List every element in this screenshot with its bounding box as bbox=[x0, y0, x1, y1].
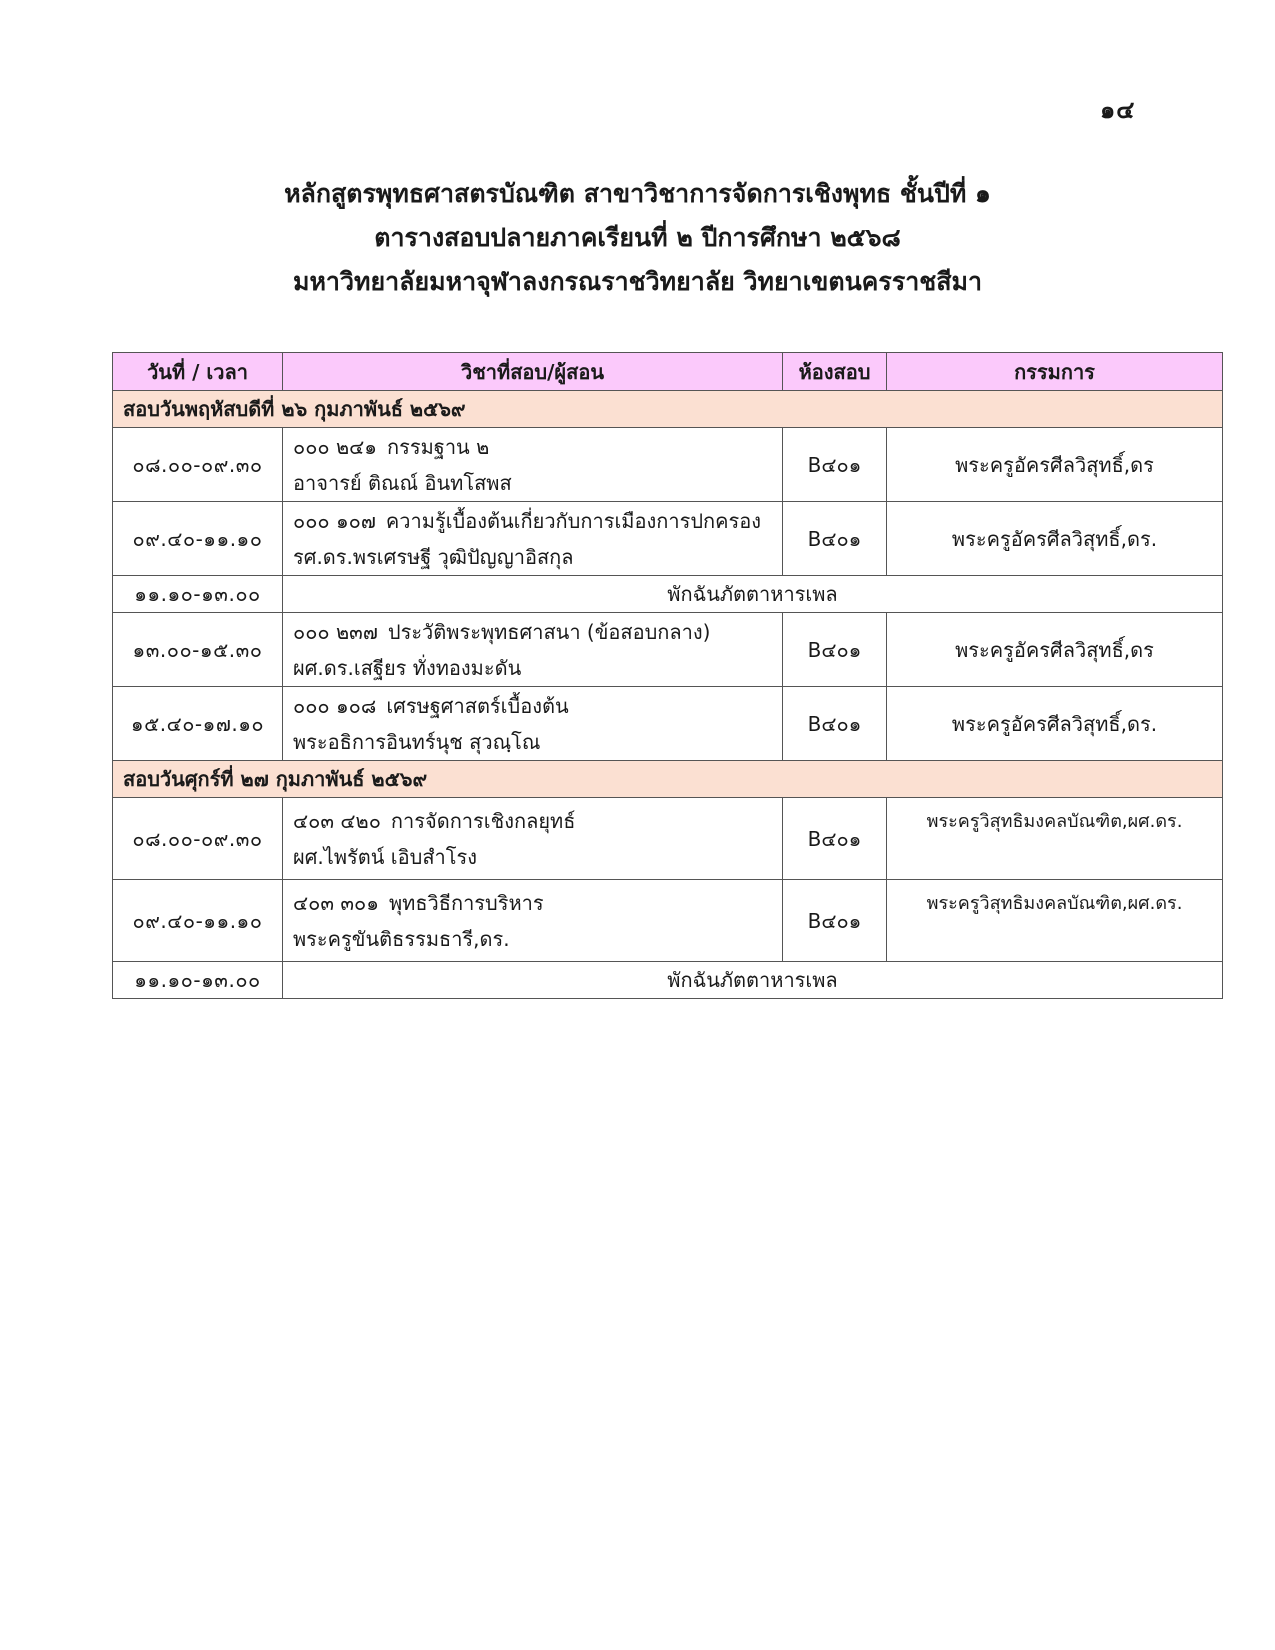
exam-time: ๐๙.๔๐-๑๑.๑๐ bbox=[113, 502, 283, 576]
document-title bbox=[0, 172, 1275, 304]
exam-time: ๑๕.๔๐-๑๗.๑๐ bbox=[113, 687, 283, 761]
exam-time: ๑๓.๐๐-๑๕.๓๐ bbox=[113, 613, 283, 687]
table-header-row bbox=[113, 353, 1223, 391]
day-heading-friday: สอบวันศุกร์ที่ ๒๗ กุมภาพันธ์ ๒๕๖๙ bbox=[113, 761, 1223, 798]
table-row bbox=[113, 687, 1223, 761]
title-line-university: มหาวิทยาลัยมหาจุฬาลงกรณราชวิทยาลัย วิทยาเขตนครราชสีมา bbox=[292, 267, 983, 296]
exam-room: B๔๐๑ bbox=[783, 428, 887, 502]
break-time: ๑๑.๑๐-๑๓.๐๐ bbox=[113, 576, 283, 613]
exam-subject bbox=[283, 798, 783, 880]
exam-committee: พระครูอัครศีลวิสุทธิ์,ดร. bbox=[887, 687, 1223, 761]
exam-subject bbox=[283, 687, 783, 761]
title-line-schedule: ตารางสอบปลายภาคเรียนที่ ๒ ปีการศึกษา ๒๕๖๘ bbox=[374, 223, 901, 252]
course-name: กรรมฐาน ๒ bbox=[387, 434, 490, 459]
day-heading-thursday: สอบวันพฤหัสบดีที่ ๒๖ กุมภาพันธ์ ๒๕๖๙ bbox=[113, 391, 1223, 428]
exam-time: ๐๙.๔๐-๑๑.๑๐ bbox=[113, 880, 283, 962]
course-name: การจัดการเชิงกลยุทธ์ bbox=[390, 808, 576, 833]
course-name: ประวัติพระพุทธศาสนา (ข้อสอบกลาง) bbox=[387, 619, 711, 644]
teacher-name: พระครูขันติธรรมธารี,ดร. bbox=[293, 926, 510, 951]
exam-committee: พระครูอัครศีลวิสุทธิ์,ดร bbox=[887, 613, 1223, 687]
course-code: ๔๐๓ ๓๐๑ bbox=[293, 890, 379, 915]
teacher-name: อาจารย์ ติณณ์ อินทโสพส bbox=[293, 470, 512, 495]
exam-subject bbox=[283, 428, 783, 502]
course-name: เศรษฐศาสตร์เบื้องต้น bbox=[386, 693, 569, 718]
break-label: พักฉันภัตตาหารเพล bbox=[283, 576, 1223, 613]
break-row bbox=[113, 576, 1223, 613]
exam-schedule-table bbox=[112, 352, 1223, 999]
exam-subject bbox=[283, 502, 783, 576]
exam-committee: พระครูวิสุทธิมงคลบัณฑิต,ผศ.ดร. bbox=[887, 880, 1223, 962]
teacher-name: รศ.ดร.พรเศรษฐี วุฒิปัญญาอิสกุล bbox=[293, 544, 574, 569]
course-code: ๐๐๐ ๑๐๗ bbox=[293, 508, 376, 533]
table-row bbox=[113, 798, 1223, 880]
break-time: ๑๑.๑๐-๑๓.๐๐ bbox=[113, 962, 283, 999]
table-row bbox=[113, 880, 1223, 962]
subject-line bbox=[293, 885, 772, 921]
exam-committee: พระครูอัครศีลวิสุทธิ์,ดร. bbox=[887, 502, 1223, 576]
break-row bbox=[113, 962, 1223, 999]
day-heading-row bbox=[113, 391, 1223, 428]
course-name: พุทธวิธีการบริหาร bbox=[388, 890, 544, 915]
header-time: วันที่ / เวลา bbox=[113, 353, 283, 391]
exam-committee: พระครูอัครศีลวิสุทธิ์,ดร bbox=[887, 428, 1223, 502]
teacher-name: ผศ.ดร.เสฐียร ทั่งทองมะดัน bbox=[293, 655, 522, 680]
exam-subject bbox=[283, 613, 783, 687]
table-row bbox=[113, 428, 1223, 502]
subject-line bbox=[293, 429, 772, 465]
course-code: ๐๐๐ ๒๔๑ bbox=[293, 434, 377, 459]
header-committee: กรรมการ bbox=[887, 353, 1223, 391]
subject-line bbox=[293, 614, 772, 650]
subject-line bbox=[293, 503, 772, 539]
table-row bbox=[113, 502, 1223, 576]
break-label: พักฉันภัตตาหารเพล bbox=[283, 962, 1223, 999]
exam-time: ๐๘.๐๐-๐๙.๓๐ bbox=[113, 798, 283, 880]
course-code: ๐๐๐ ๑๐๘ bbox=[293, 693, 377, 718]
exam-time: ๐๘.๐๐-๐๙.๓๐ bbox=[113, 428, 283, 502]
course-code: ๐๐๐ ๒๓๗ bbox=[293, 619, 378, 644]
exam-room: B๔๐๑ bbox=[783, 613, 887, 687]
day-heading-row bbox=[113, 761, 1223, 798]
exam-room: B๔๐๑ bbox=[783, 502, 887, 576]
exam-room: B๔๐๑ bbox=[783, 687, 887, 761]
table-row bbox=[113, 613, 1223, 687]
teacher-name: พระอธิการอินทร์นุช สุวณฺโณ bbox=[293, 729, 541, 754]
exam-committee: พระครูวิสุทธิมงคลบัณฑิต,ผศ.ดร. bbox=[887, 798, 1223, 880]
exam-room: B๔๐๑ bbox=[783, 880, 887, 962]
subject-line bbox=[293, 688, 772, 724]
exam-subject bbox=[283, 880, 783, 962]
course-code: ๔๐๓ ๔๒๐ bbox=[293, 808, 381, 833]
page-number: ๑๔ bbox=[1100, 96, 1136, 124]
exam-room: B๔๐๑ bbox=[783, 798, 887, 880]
header-subject: วิชาที่สอบ/ผู้สอน bbox=[283, 353, 783, 391]
title-line-program: หลักสูตรพุทธศาสตรบัณฑิต สาขาวิชาการจัดการเชิงพุทธ ชั้นปีที่ ๑ bbox=[284, 179, 991, 208]
header-room: ห้องสอบ bbox=[783, 353, 887, 391]
subject-line bbox=[293, 803, 772, 839]
teacher-name: ผศ.ไพรัตน์ เอิบสำโรง bbox=[293, 844, 478, 869]
course-name: ความรู้เบื้องต้นเกี่ยวกับการเมืองการปกครอง bbox=[385, 508, 762, 533]
